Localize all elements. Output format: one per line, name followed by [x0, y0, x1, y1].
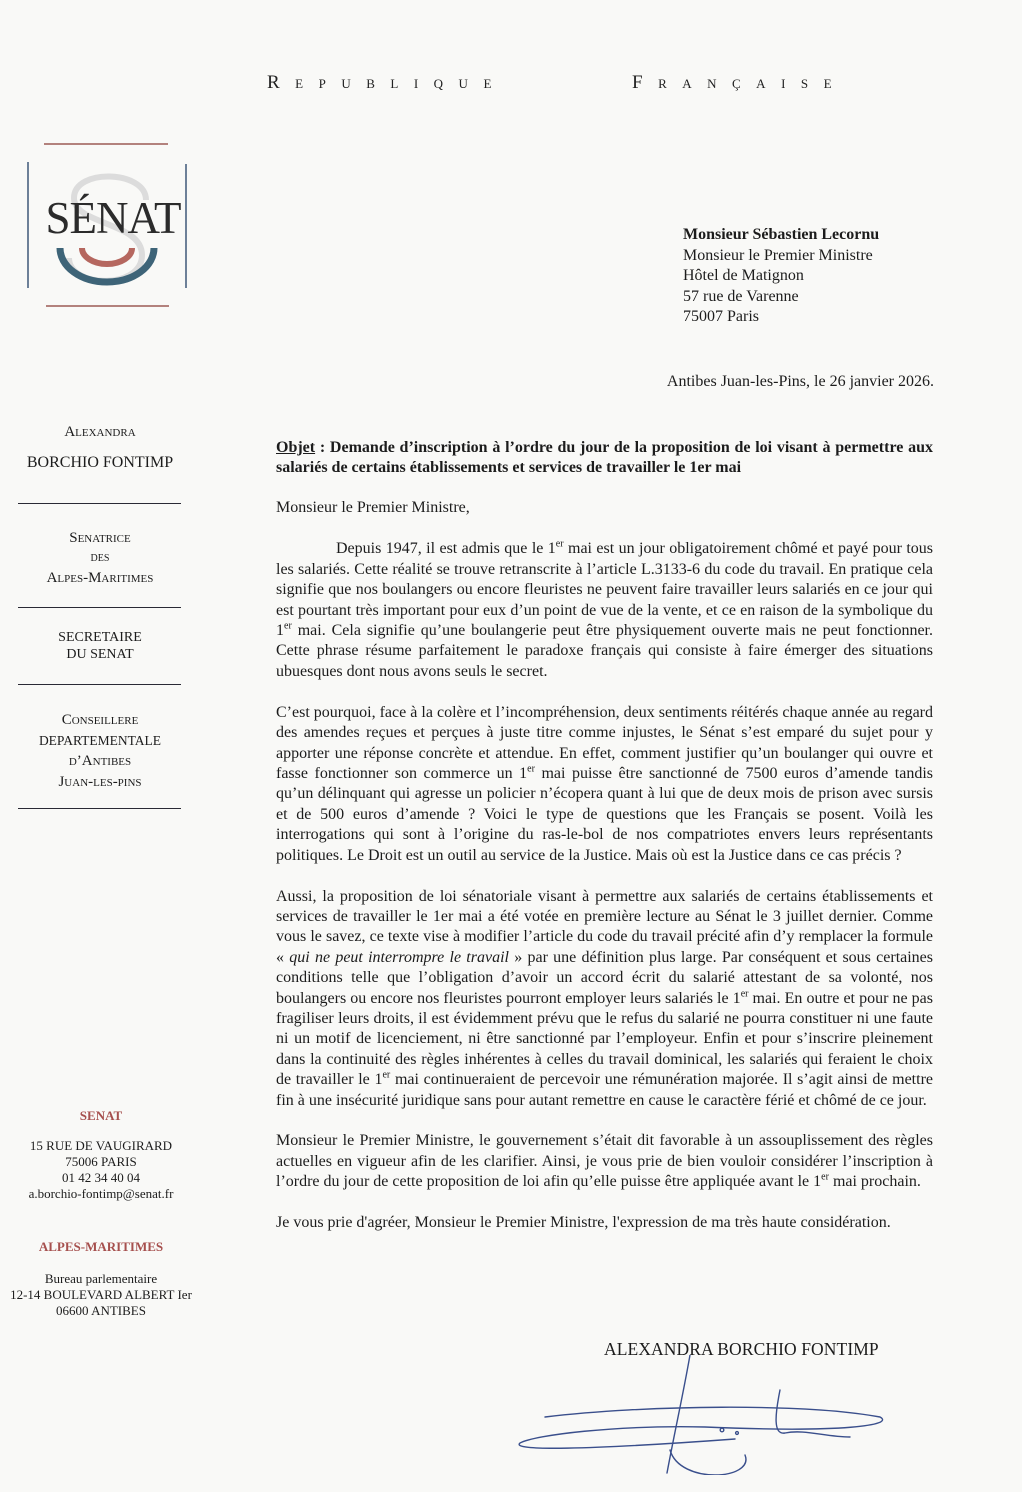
signer-name: ALEXANDRA BORCHIO FONTIMP: [604, 1339, 879, 1359]
role-line: d’Antibes: [68, 753, 132, 769]
role-line: Alpes-Maritimes: [46, 570, 154, 586]
letter-body: [276, 438, 933, 1234]
text-run: mai. Cela signifie qu’une boulangerie peut être physiquement ouverte mais ne peut fonctionner. Cette phrase résume parfaitement le paradoxe français qui consiste à faire émerger des situations ubuesques dont nous avons seuls le secret.: [276, 622, 933, 680]
sidebar-divider: [18, 684, 181, 685]
role-line: des: [90, 550, 110, 565]
role-line: Senatrice: [69, 530, 131, 546]
superscript: er: [284, 620, 292, 632]
superscript: er: [527, 763, 535, 775]
letter-object: [276, 438, 933, 478]
closing-formula: Je vous prie d'agréer, Monsieur le Premier Ministre, l'expression de ma très haute considération.: [276, 1214, 891, 1232]
senat-office-city: 75006 PARIS: [65, 1154, 137, 1169]
text-run: mai. En outre et pour ne pas fragiliser leurs droits, il est évidemment prévu que le refus du salarié ne pourra constituer ni une faute ni un motif de licenciement, ni être sanctionné par l’employeur. Enfin et pour s’inscrire pleinement dans la continuité des règles inhérentes à celles du travail dominical, les salariés qui feraient le choix de travailler le 1: [276, 989, 933, 1089]
role-line: DEPARTEMENTALE: [38, 732, 162, 748]
recipient-city: 75007 Paris: [683, 308, 759, 325]
role-secretaire: [0, 629, 200, 663]
letterhead-word-republique: Republique: [267, 72, 507, 93]
sidebar-divider: [18, 503, 181, 504]
superscript: er: [821, 1171, 829, 1183]
recipient-address: [683, 225, 879, 328]
senator-first-name: Alexandra: [64, 424, 136, 440]
object-text: : Demande d’inscription à l’ordre du jour de la proposition de loi visant à permettre aux salariés de certains établissements et services de travailler le 1er mai: [276, 439, 933, 476]
local-office-heading: ALPES-MARITIMES: [38, 1239, 164, 1254]
senat-office-phone[interactable]: 01 42 34 40 04: [62, 1170, 140, 1185]
superscript: er: [555, 539, 564, 551]
senat-logo: [24, 140, 194, 310]
sidebar-divider: [18, 808, 181, 809]
senat-office-contact: [0, 1108, 202, 1202]
recipient-street: 57 rue de Varenne: [683, 287, 799, 305]
paragraph-3: [276, 887, 933, 1111]
signature-icon: [505, 1355, 925, 1475]
date-line: Antibes Juan-les-Pins, le 26 janvier 2026.: [666, 373, 934, 390]
recipient-building: Hôtel de Matignon: [683, 267, 804, 284]
paragraph-2: [276, 703, 933, 866]
text-run: Monsieur le Premier Ministre, le gouvernement s’était dit favorable à un assouplissement des règles actuelles en vigueur afin de les clarifier. Ainsi, je vous prie de bien vouloir considérer l’inscription à l’ordre du jour de cette proposition de loi afin qu’elle puisse être appliquée avant le 1: [276, 1132, 933, 1191]
role-conseillere: [0, 710, 200, 792]
sidebar-divider: [18, 607, 181, 608]
text-run: mai prochain.: [828, 1173, 921, 1191]
local-office-city: 06600 ANTIBES: [56, 1303, 146, 1318]
role-line: SECRETAIRE: [58, 630, 142, 645]
text-run: mai continueraient de percevoir une rémunération majorée. Il s’agit ainsi de mettre fin à une insécurité juridique sans pour autant remettre en cause le caractère férié et chômé de ce jour.: [276, 1071, 933, 1109]
role-line: Juan-les-pins: [58, 773, 142, 790]
text-run: » par une définition plus large. Par conséquent et sous certaines conditions telle que l’obligation d’avoir un accord écrit du salarié attestant de sa volonté, nos boulangers ou encore nos fleuristes pourront employer leurs salariés le 1: [276, 948, 934, 1007]
senat-office-heading: SENAT: [79, 1108, 123, 1123]
superscript: er: [740, 988, 749, 1000]
senat-office-email-link[interactable]: a.borchio-fontimp@senat.fr: [28, 1186, 174, 1201]
salutation: Monsieur le Premier Ministre,: [276, 499, 470, 516]
text-run: Depuis 1947, il est admis que le 1: [336, 540, 556, 558]
text-run: C’est pourquoi, face à la colère et l’incompréhension, deux sentiments réitérés chaque année au regard des amendes reçues et perçues à juste titre comme injustes, le Sénat s’est emparé du sujet pour y apporter une réponse concrète et attendue. En effet, comment justifier qu’un boulanger qui ouvre et fasse fonctionner son commerce un 1: [276, 703, 933, 782]
senat-office-street: 15 RUE DE VAUGIRARD: [29, 1138, 173, 1153]
role-senatrice: [0, 528, 200, 588]
senator-last-name: BORCHIO FONTIMP: [26, 454, 174, 471]
role-line: Conseillere: [61, 712, 139, 728]
text-run: mai puisse être sanctionné de 7500 euros d’amende tandis qu’un délinquant qui agresse un policier n’écopera quant à lui que de deux mois de prison avec sursis et de 500 euros d’amende ? Voici le type de questions que les Français se posent. Voilà les interrogations qui sont à l’origine du ras-le-bol de nos compatriotes envers leurs représentants politiques. Le Droit est un outil au service de la Justice. Mais où est la Justice dans ce cas précis ?: [276, 764, 933, 864]
text-run: Aussi, la proposition de loi sénatoriale visant à permettre aux salariés de certains établissements et services de travailler le 1er mai a été votée en première lecture au Sénat le 3 juillet dernier. Comme vous le savez, ce texte vise à modifier l’article du code du travail précité afin d’y remplacer la formule «: [276, 887, 933, 966]
superscript: er: [382, 1069, 391, 1081]
local-office-street: 12-14 BOULEVARD ALBERT Ier: [10, 1287, 192, 1302]
recipient-name: Monsieur Sébastien Lecornu: [683, 226, 880, 243]
paragraph-1: [276, 539, 933, 682]
senat-logo-text: SÉNAT: [45, 193, 181, 243]
object-label: Objet: [276, 439, 316, 456]
local-office-label: Bureau parlementaire: [44, 1271, 158, 1286]
paragraph-4: [276, 1131, 933, 1192]
quoted-phrase: qui ne peut interrompre le travail: [289, 948, 509, 966]
recipient-title: Monsieur le Premier Ministre: [683, 246, 873, 264]
local-office-contact: [0, 1239, 202, 1319]
handwritten-signature: [505, 1355, 925, 1480]
letterhead-word-francaise: Française: [632, 72, 848, 93]
text-run: mai est un jour obligatoirement chômé et payé pour tous les salariés. Cette réalité se trouve retranscrite à l’article L.3133-6 du code du travail. En pratique cela signifie que nos boulangers ou encore fleuristes ne peuvent faire travailler leurs salariés en ce jour qui est pourtant très important pour eux d’un point de vue de la vente, et ce en raison de la symbolique du 1: [276, 540, 934, 640]
role-line: DU SENAT: [66, 647, 134, 662]
